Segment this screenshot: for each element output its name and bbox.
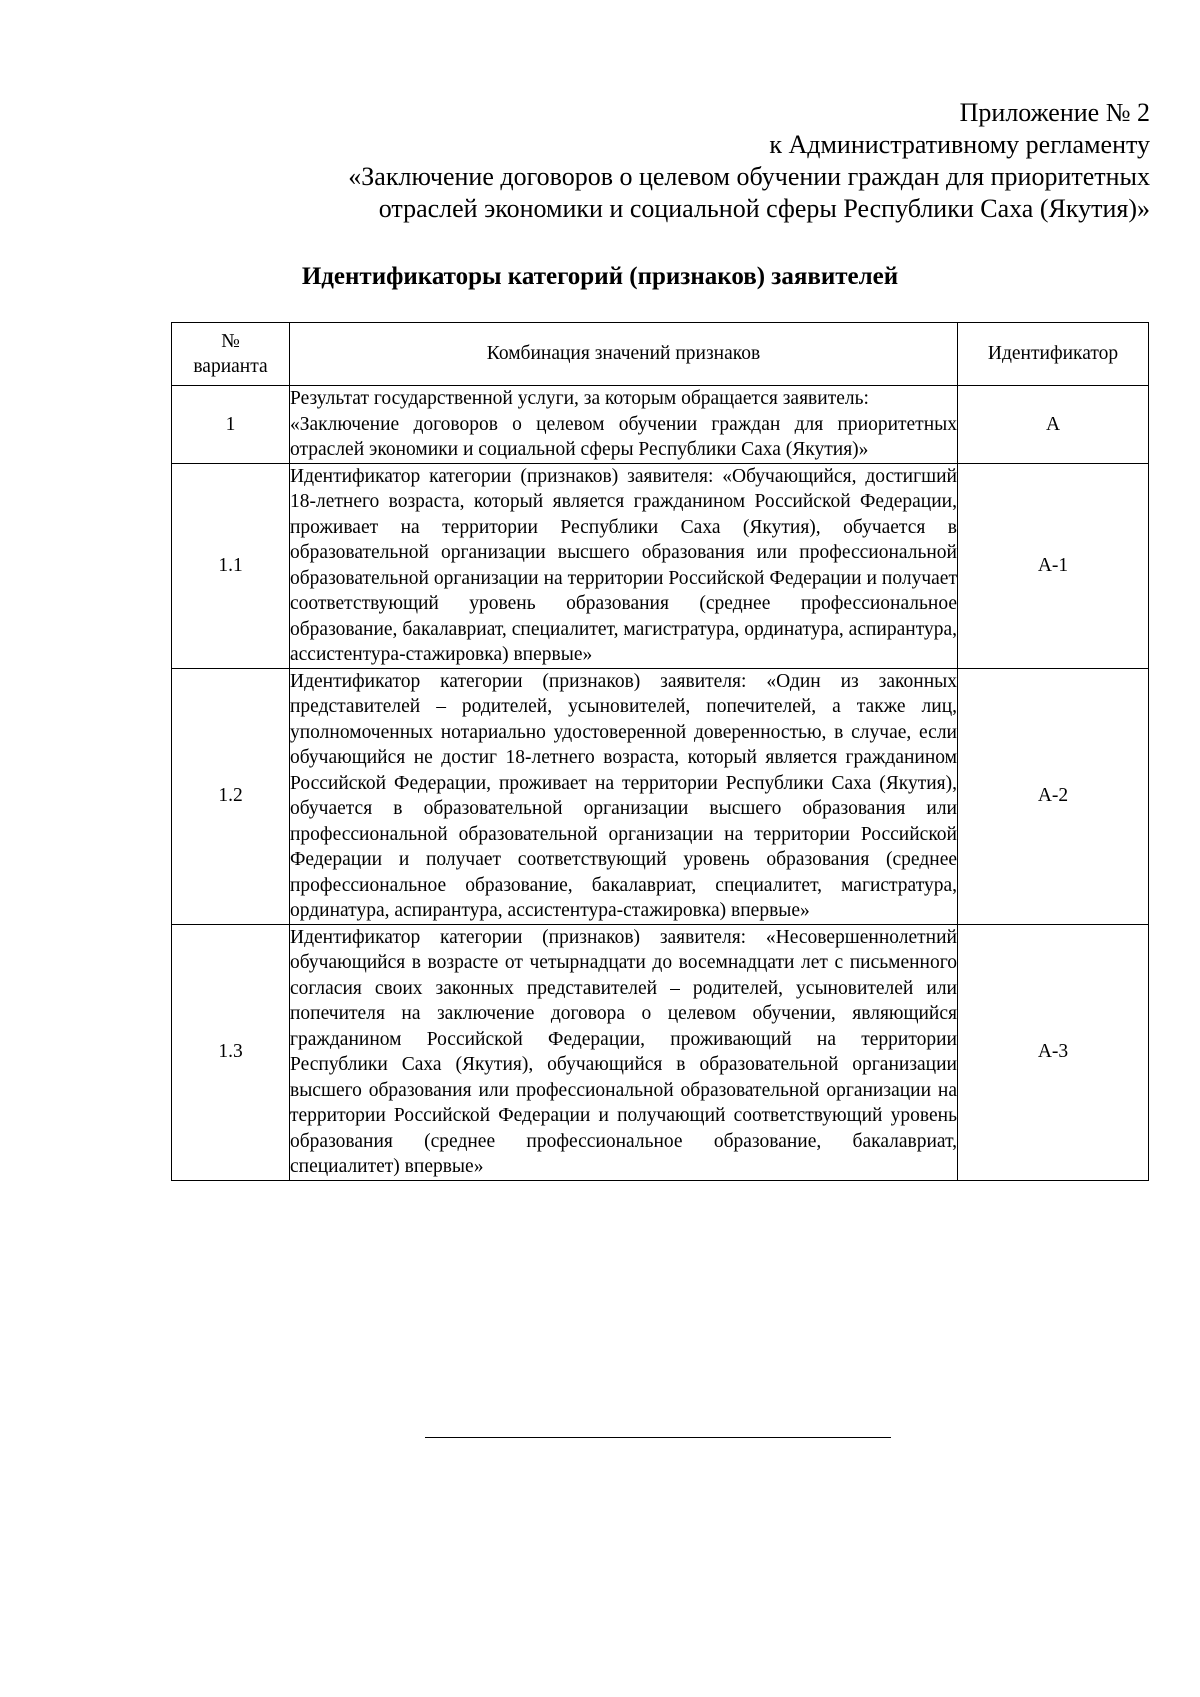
document-title: Идентификаторы категорий (признаков) заявителей <box>301 263 899 290</box>
variant-number: 1.2 <box>172 668 290 924</box>
appendix-header-line: Приложение № 2 <box>959 98 1150 127</box>
combination-text-extra: «Заключение договоров о целевом обучении граждан для приоритетных отраслей экономики и социальной сферы Республики Саха (Якутия)» <box>290 413 957 460</box>
identifier-cell: А <box>958 386 1149 464</box>
table-row <box>172 668 1149 924</box>
identifier-cell: А-3 <box>958 924 1149 1180</box>
identifier-cell: А-1 <box>958 463 1149 668</box>
header-variant-number-label: варианта <box>193 356 268 377</box>
combination-text: Результат государственной услуги, за которым обращается заявитель: <box>290 388 869 409</box>
identifiers-table <box>171 322 1149 1181</box>
header-variant-number-symbol: № <box>221 330 240 352</box>
table-row <box>172 463 1149 668</box>
table-row <box>172 924 1149 1180</box>
variant-number: 1.1 <box>172 463 290 668</box>
end-divider-line <box>425 1437 891 1438</box>
combination-cell <box>290 386 958 464</box>
appendix-header-line: отраслей экономики и социальной сферы Республики Саха (Якутия)» <box>378 194 1150 223</box>
combination-text: Идентификатор категории (признаков) заявителя: «Обучающийся, достигший 18-летнего возраста, который является гражданином Российской Федерации, проживает на территории Республики Саха (Якутия), обучается в образовательной организации высшего образования или профессиональной образовательной организации на территории Российской Федерации и получает соответствующий уровень образования (среднее профессиональное образование, бакалавриат, специалитет, магистратура, ординатура, аспирантура, ассистентура-стажировка) впервые» <box>290 463 958 668</box>
appendix-header-line: к Административному регламенту <box>769 130 1150 159</box>
header-identifier: Идентификатор <box>958 323 1149 386</box>
table-header-row <box>172 323 1149 386</box>
table-row <box>172 386 1149 464</box>
header-variant-number <box>172 323 290 386</box>
header-combination: Комбинация значений признаков <box>290 323 958 386</box>
combination-text: Идентификатор категории (признаков) заявителя: «Несовершеннолетний обучающийся в возрасте от четырнадцати до восемнадцати лет с письменного согласия своих законных представителей – родителей, усыновителей или попечителя на заключение договора о целевом обучении, являющийся гражданином Российской Федерации, проживающий на территории Республики Саха (Якутия), обучающийся в образовательной организации высшего образования или профессиональной образовательной организации на территории Российской Федерации и получающий соответствующий уровень образования (среднее профессиональное образование, бакалавриат, специалитет) впервые» <box>290 924 958 1180</box>
identifier-cell: А-2 <box>958 668 1149 924</box>
variant-number: 1.3 <box>172 924 290 1180</box>
appendix-header-line: «Заключение договоров о целевом обучении граждан для приоритетных <box>348 162 1150 191</box>
combination-text: Идентификатор категории (признаков) заявителя: «Один из законных представителей – родителей, усыновителей, попечителей, а также лиц, уполномоченных нотариально удостоверенной доверенностью, в случае, если обучающийся не достиг 18-летнего возраста, который является гражданином Российской Федерации, проживает на территории Республики Саха (Якутия), обучается в образовательной организации высшего образования или профессиональной образовательной организации на территории Российской Федерации и получает соответствующий уровень образования (среднее профессиональное образование, бакалавриат, специалитет, магистратура, ординатура, аспирантура, ассистентура-стажировка) впервые» <box>290 668 958 924</box>
appendix-header <box>348 97 1150 225</box>
variant-number: 1 <box>172 386 290 464</box>
